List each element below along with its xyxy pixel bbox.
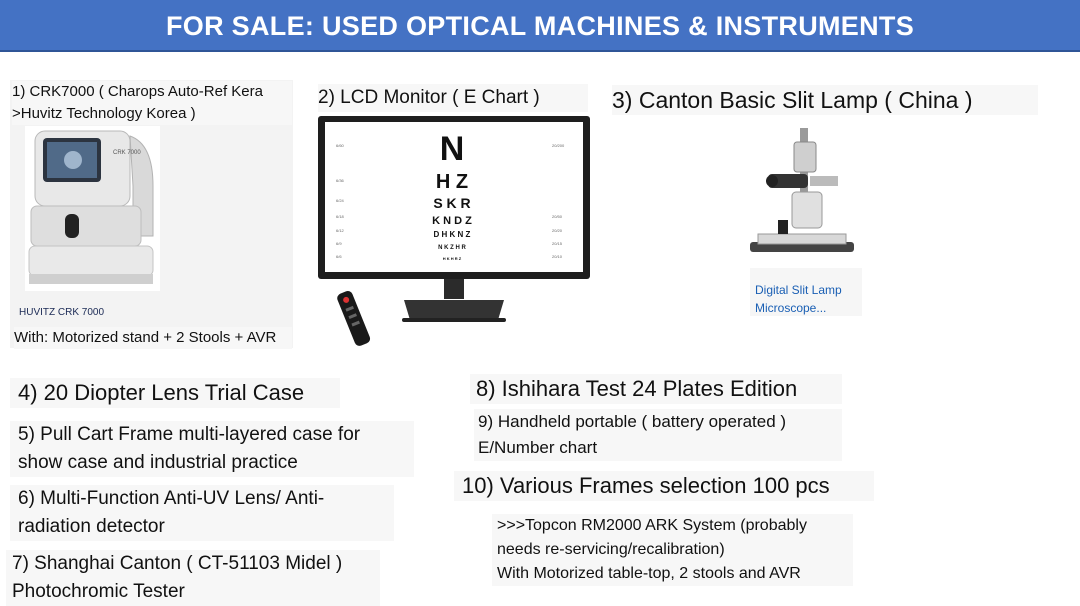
- chart-left-label: 6/36: [336, 178, 344, 183]
- item-2-title: 2) LCD Monitor ( E Chart ): [318, 84, 588, 112]
- extra-item-topcon: >>>Topcon RM2000 ARK System (probably needs re-servicing/recalibration) With Motorized table-top, 2 stools and AVR: [492, 514, 853, 586]
- crk7000-autorefractor-image: [25, 126, 160, 291]
- chart-row-1: H Z: [435, 171, 469, 193]
- slit-lamp-image: [748, 122, 856, 260]
- chart-row-5: N K Z H R: [438, 245, 466, 251]
- chart-right-label: 20/50: [552, 214, 563, 219]
- chart-left-label: 6/12: [336, 228, 344, 233]
- item-8-title: 8) Ishihara Test 24 Plates Edition: [470, 374, 842, 404]
- item-3-title: 3) Canton Basic Slit Lamp ( China ): [612, 85, 1038, 115]
- chart-left-label: 6/24: [336, 198, 344, 203]
- page-title: FOR SALE: USED OPTICAL MACHINES & INSTRUMENTS: [165, 11, 915, 41]
- chart-row-3: K N D Z: [432, 215, 472, 227]
- title-banner: [0, 0, 1080, 52]
- chart-left-label: 6/60: [336, 143, 344, 148]
- item-3-caption[interactable]: Digital Slit Lamp Microscope...: [755, 283, 842, 315]
- item-7-title: 7) Shanghai Canton ( CT-51103 Midel ) Photochromic Tester: [6, 550, 380, 606]
- item-10-title: 10) Various Frames selection 100 pcs: [454, 471, 874, 501]
- chart-left-label: 6/6: [336, 254, 342, 259]
- chart-big-letter: N: [439, 130, 465, 168]
- item-4-title: 4) 20 Diopter Lens Trial Case: [10, 378, 340, 408]
- chart-left-label: 6/18: [336, 214, 344, 219]
- chart-right-label: 20/20: [552, 228, 563, 233]
- item-5-title: 5) Pull Cart Frame multi-layered case for show case and industrial practice: [10, 421, 414, 477]
- chart-right-label: 20/200: [552, 143, 565, 148]
- chart-right-label: 20/10: [552, 254, 563, 259]
- lcd-e-chart-monitor-image: [316, 114, 592, 346]
- chart-row-4: D H K N Z: [433, 230, 471, 239]
- chart-left-label: 6/9: [336, 241, 342, 246]
- item-9-title: 9) Handheld portable ( battery operated ) E/Number chart: [474, 409, 842, 461]
- item-1-note: With: Motorized stand + 2 Stools + AVR: [14, 327, 292, 349]
- item-6-title: 6) Multi-Function Anti-UV Lens/ Anti- radiation detector: [10, 485, 394, 541]
- chart-row-2: S K R: [433, 195, 471, 211]
- crk-device-label: CRK 7000: [113, 150, 141, 156]
- chart-row-6: H K H R Z: [442, 256, 462, 261]
- chart-right-label: 20/15: [552, 241, 563, 246]
- item-1-caption: HUVITZ CRK 7000: [19, 307, 105, 318]
- item-1-title: 1) CRK7000 ( Charops Auto-Ref Kera >Huvitz Technology Korea ): [12, 81, 292, 125]
